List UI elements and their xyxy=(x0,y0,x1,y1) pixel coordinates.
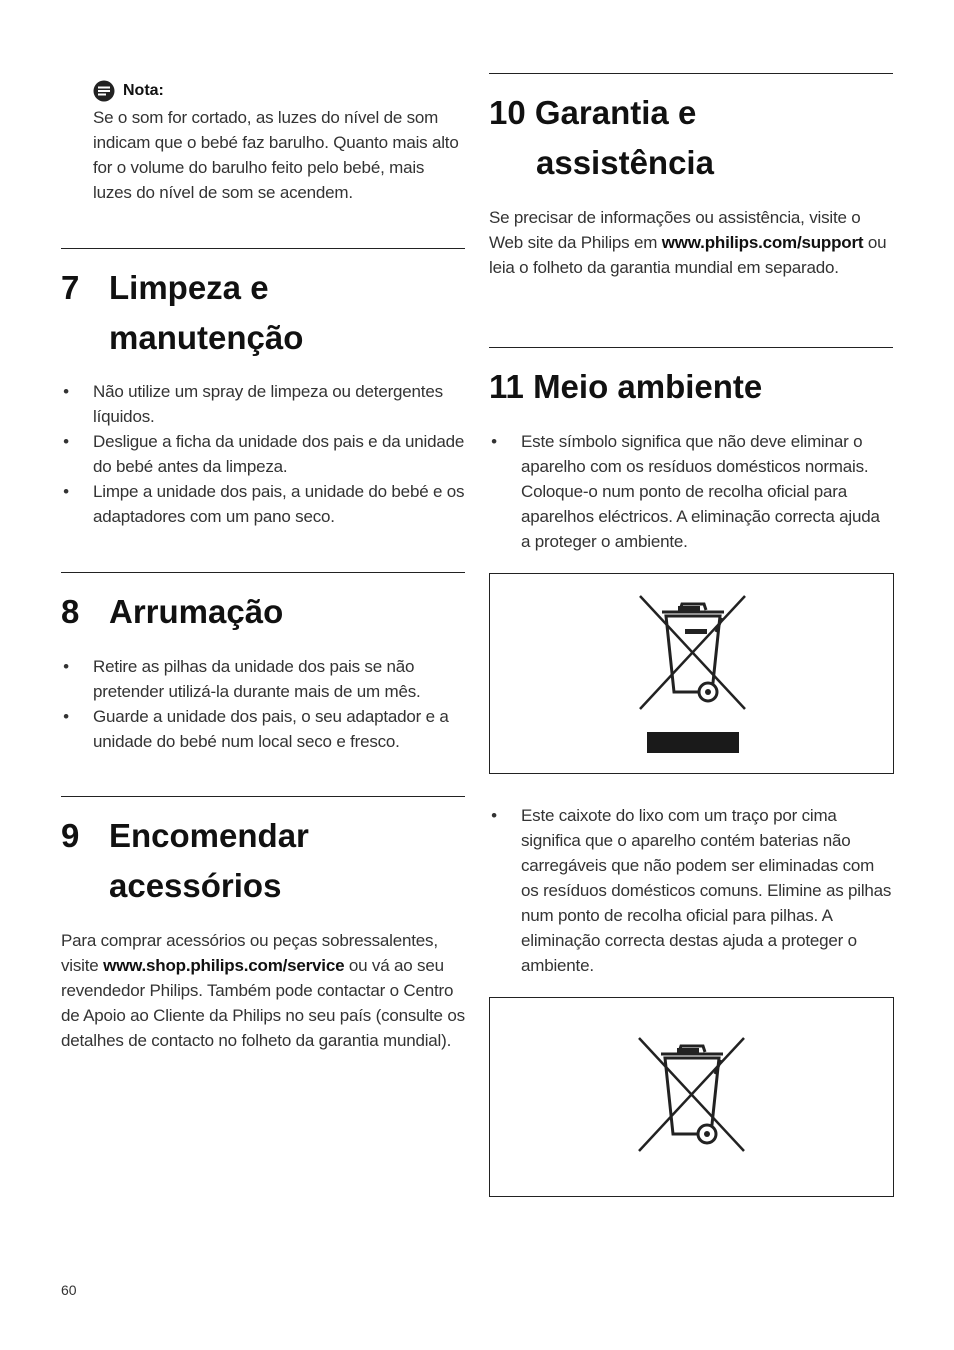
section-11-rule xyxy=(489,347,893,348)
section-10-rule xyxy=(489,73,893,74)
section-11-number: 11 xyxy=(489,368,524,405)
note-heading xyxy=(93,80,164,102)
note-icon xyxy=(93,80,115,102)
section-7-heading: 7 Limpeza e manutenção xyxy=(61,263,465,363)
crossed-bin-icon xyxy=(490,998,893,1196)
page-number: 60 xyxy=(61,1282,77,1298)
section-7-list xyxy=(61,379,465,529)
section-7-rule xyxy=(61,248,465,249)
section-8-heading: 8 Arrumação xyxy=(61,587,465,637)
section-9-number: 9 xyxy=(61,817,80,854)
shop-link[interactable]: www.shop.philips.com/service xyxy=(103,956,345,975)
section-10-number: 10 xyxy=(489,94,526,131)
list-item: • Este caixote do lixo com um traço por cima significa que o aparelho contém baterias não carregáveis que não podem ser eliminadas com os resíduos domésticos comuns. Elimine as pilhas num ponto de recolha oficial para pilhas. A eliminação correcta destas ajuda a proteger o ambiente. xyxy=(491,806,892,975)
note-text: Se o som for cortado, as luzes do nível de som indicam que o bebé faz barulho. Quanto mais alto for o volume do barulho feito pelo bebé, mais luzes do nível de som se acendem. xyxy=(93,108,459,202)
list-item: • Este símbolo significa que não deve eliminar o aparelho com os resíduos domésticos normais. Coloque-o num ponto de recolha oficial para aparelhos eléctricos. A eliminação correcta ajuda a proteger o ambiente. xyxy=(491,432,880,551)
section-9-rule xyxy=(61,796,465,797)
list-item: • Não utilize um spray de limpeza ou detergentes líquidos. xyxy=(63,382,443,426)
list-item: • Retire as pilhas da unidade dos pais se não pretender utilizá-la durante mais de um mês. xyxy=(63,657,421,701)
section-9-heading: 9 Encomendar acessórios xyxy=(61,811,465,911)
note-label: Nota: xyxy=(123,82,164,99)
section-8-list xyxy=(61,654,465,754)
battery-symbol-box xyxy=(489,997,894,1197)
section-7-number: 7 xyxy=(61,269,80,306)
crossed-bin-icon xyxy=(490,574,893,773)
section-8-number: 8 xyxy=(61,593,80,630)
support-link[interactable]: www.philips.com/support xyxy=(661,233,864,252)
section-11-list-2 xyxy=(489,803,893,978)
section-11-heading: 11 Meio ambiente xyxy=(489,368,763,405)
list-item: • Desligue a ficha da unidade dos pais e da unidade do bebé antes da limpeza. xyxy=(63,432,465,476)
weee-symbol-box xyxy=(489,573,894,774)
section-9-text: Para comprar acessórios ou peças sobressalentes, visite www.shop.philips.com/service ou vá ao seu revendedor Philips. Também pode contactar o Centro de Apoio ao Cliente da Philips no seu país (consulte os detalhes de contacto no folheto da garantia mundial). xyxy=(61,931,465,1050)
list-item: • Guarde a unidade dos pais, o seu adaptador e a unidade do bebé num local seco e fresco. xyxy=(63,707,449,751)
section-11-list-1 xyxy=(489,429,893,554)
list-item: • Limpe a unidade dos pais, a unidade do bebé e os adaptadores com um pano seco. xyxy=(63,482,465,526)
section-8-rule xyxy=(61,572,465,573)
section-10-text: Se precisar de informações ou assistência, visite o Web site da Philips em www.philips.com/support ou leia o folheto da garantia mundial em separado. xyxy=(489,208,887,277)
section-10-heading: 10 Garantia e assistência xyxy=(489,94,714,181)
